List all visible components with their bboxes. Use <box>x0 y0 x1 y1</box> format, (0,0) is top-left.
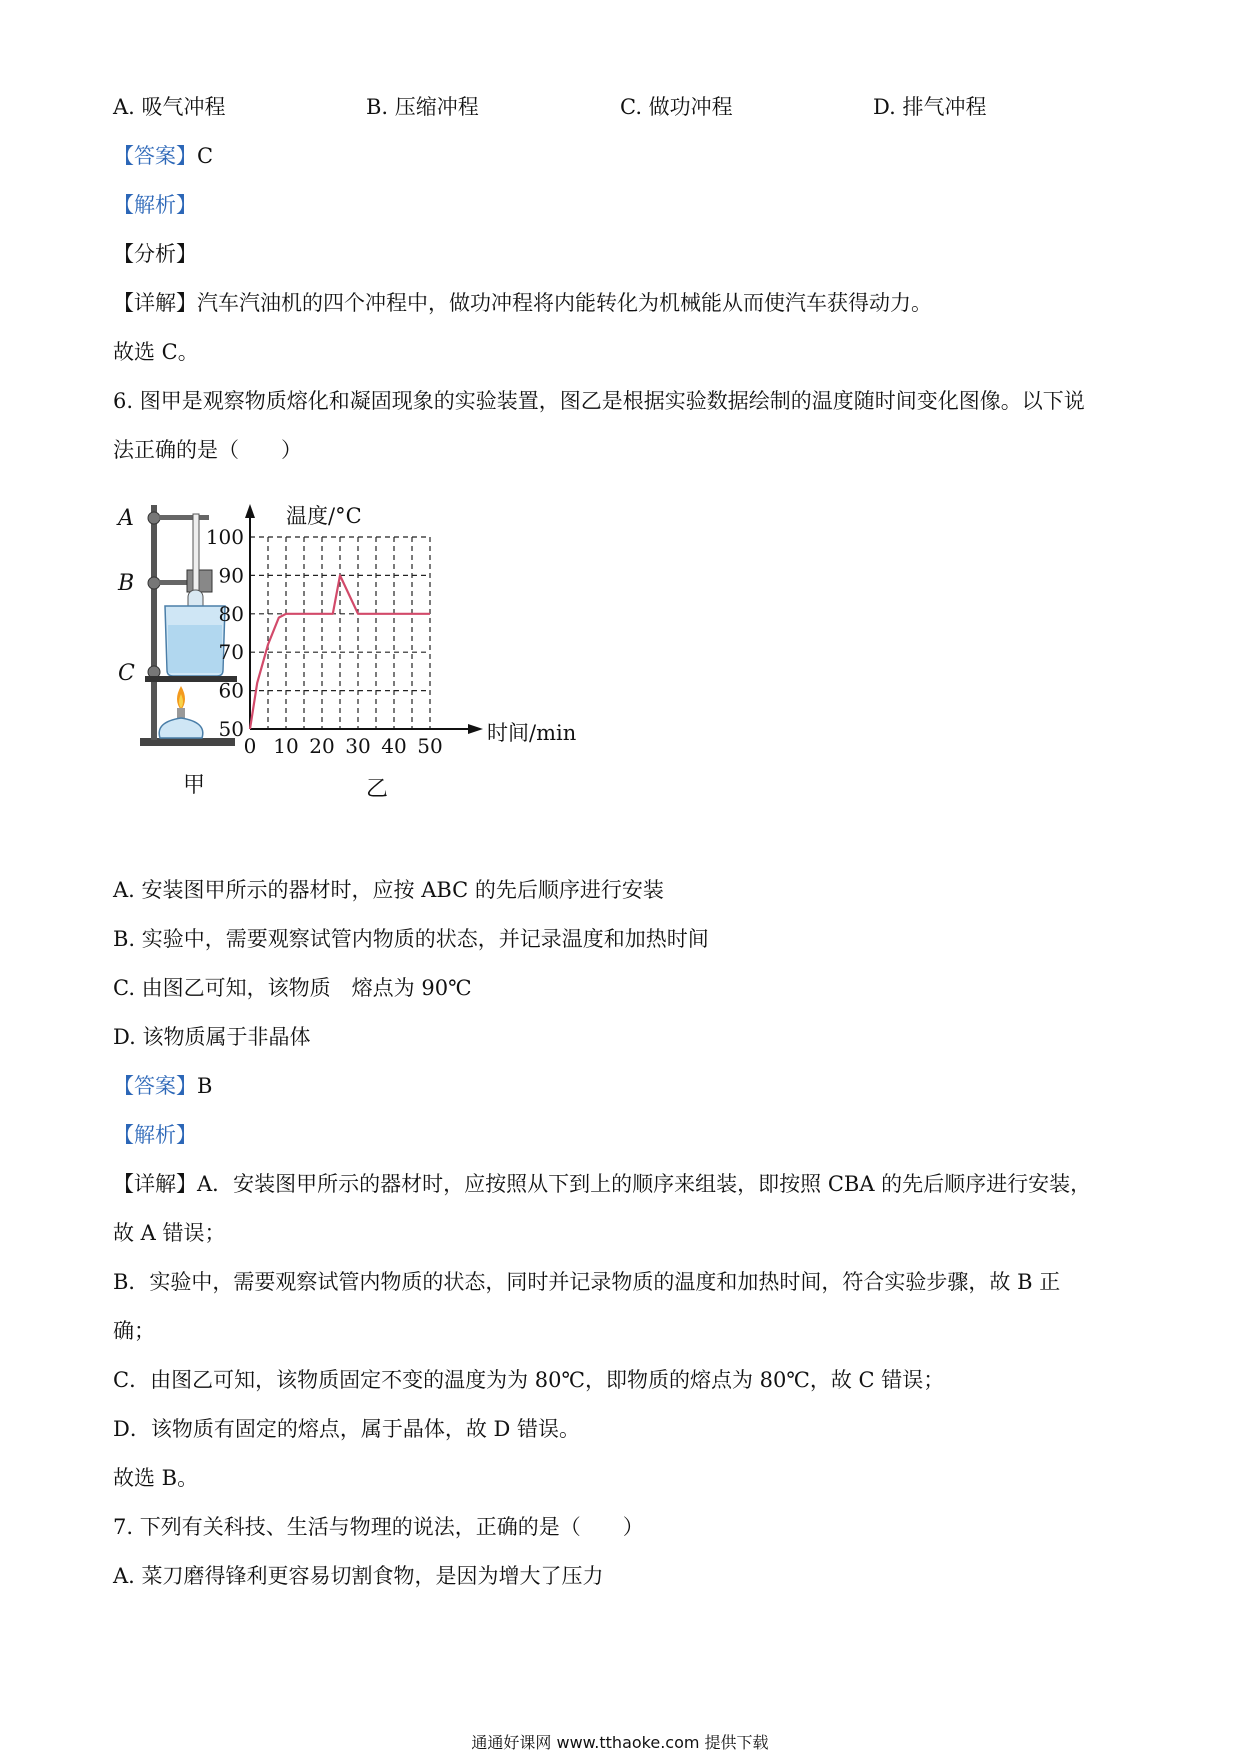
apparatus-caption: 甲 <box>183 773 206 798</box>
q7-stem: 7. 下列有关科技、生活与物理的说法，正确的是（ ） <box>113 1515 644 1539</box>
q6-option-a: A. 安装图甲所示的器材时，应按 ABC 的先后顺序进行安装 <box>113 878 664 902</box>
detail-text: 汽车汽油机的四个冲程中，做功冲程将内能转化为机械能从而使汽车获得动力。 <box>197 291 932 315</box>
q5-option-a: A. 吸气冲程 <box>113 95 226 119</box>
chart-ticks <box>206 525 443 758</box>
q6-detail-line4: 确； <box>113 1319 155 1343</box>
answer-tag: 【答案】 <box>113 144 197 168</box>
detail-tag: 【详解】 <box>113 1172 197 1196</box>
q5-answer <box>113 141 213 171</box>
alcohol-lamp <box>159 718 203 738</box>
detail-tag: 【详解】 <box>113 291 197 315</box>
q6-detail-line3: B．实验中，需要观察试管内物质的状态，同时并记录物质的温度和加热时间，符合实验步骤，故 B 正 <box>113 1270 1061 1294</box>
graph-caption: 乙 <box>366 777 389 802</box>
y-tick-label: 100 <box>205 525 244 549</box>
page-footer: 通通好课网 www.tthaoke.com 提供下载 <box>471 1733 769 1752</box>
y-tick-label: 70 <box>218 640 244 665</box>
q5-fenxi: 【分析】 <box>113 242 197 266</box>
x-tick-label: 0 <box>243 734 257 758</box>
q7-option-a: A. 菜刀磨得锋利更容易切割食物，是因为增大了压力 <box>113 1564 604 1588</box>
q5-option-b: B. 压缩冲程 <box>366 95 479 119</box>
q6-stem-line1: 6. 图甲是观察物质熔化和凝固现象的实验装置，图乙是根据实验数据绘制的温度随时间变化图像。以下说 <box>113 389 1085 413</box>
q6-conclusion: 故选 B。 <box>113 1466 199 1490</box>
q6-detail-line5: C．由图乙可知，该物质固定不变的温度为为 80℃，即物质的熔点为 80℃，故 C 错误； <box>113 1368 945 1392</box>
y-tick-label: 50 <box>218 717 244 741</box>
x-tick-label: 10 <box>273 734 299 758</box>
q6-jiexi-tag: 【解析】 <box>113 1123 197 1147</box>
y-axis-arrow <box>245 504 255 518</box>
y-tick-label: 90 <box>218 563 244 588</box>
x-tick-label: 50 <box>417 734 443 758</box>
q6-detail-line2: 故 A 错误； <box>113 1221 226 1245</box>
y-tick-label: 60 <box>218 678 244 703</box>
q6-detail-line6: D．该物质有固定的熔点，属于晶体，故 D 错误。 <box>113 1417 581 1441</box>
q6-option-d: D. 该物质属于非晶体 <box>113 1025 311 1049</box>
temperature-time-chart <box>205 500 600 802</box>
answer-tag: 【答案】 <box>113 1074 197 1098</box>
chart-grid <box>250 537 430 729</box>
label-c: C <box>118 661 135 686</box>
q5-option-c: C. 做功冲程 <box>620 95 733 119</box>
y-tick-label: 80 <box>218 601 244 626</box>
q6-stem-line2: 法正确的是（ ） <box>113 438 302 462</box>
q6-option-c: C. 由图乙可知，该物质 熔点为 90℃ <box>113 976 472 1000</box>
q6-detail-line1 <box>113 1169 1091 1199</box>
x-tick-label: 30 <box>345 734 371 758</box>
q5-option-d: D. 排气冲程 <box>873 95 987 119</box>
q6-option-b: B. 实验中，需要观察试管内物质的状态，并记录温度和加热时间 <box>113 927 709 951</box>
answer-value: B <box>197 1074 213 1098</box>
answer-value: C <box>197 144 214 168</box>
chart-ylabel: 温度/°C <box>286 504 362 528</box>
x-tick-label: 20 <box>309 734 335 758</box>
chart-axes <box>245 504 483 734</box>
q5-conclusion: 故选 C。 <box>113 340 199 364</box>
label-a: A <box>118 506 134 531</box>
chart-xlabel: 时间/min <box>487 721 577 745</box>
stand-rod <box>151 505 157 740</box>
q5-jiexi-tag: 【解析】 <box>113 193 197 217</box>
label-b: B <box>118 571 135 596</box>
x-tick-label: 40 <box>381 734 407 758</box>
q6-answer <box>113 1071 212 1101</box>
x-axis-arrow <box>468 724 483 734</box>
q5-detail <box>113 288 932 318</box>
detail-text: A．安装图甲所示的器材时，应按照从下到上的顺序来组装，即按照 CBA 的先后顺序进行安装， <box>197 1172 1092 1196</box>
